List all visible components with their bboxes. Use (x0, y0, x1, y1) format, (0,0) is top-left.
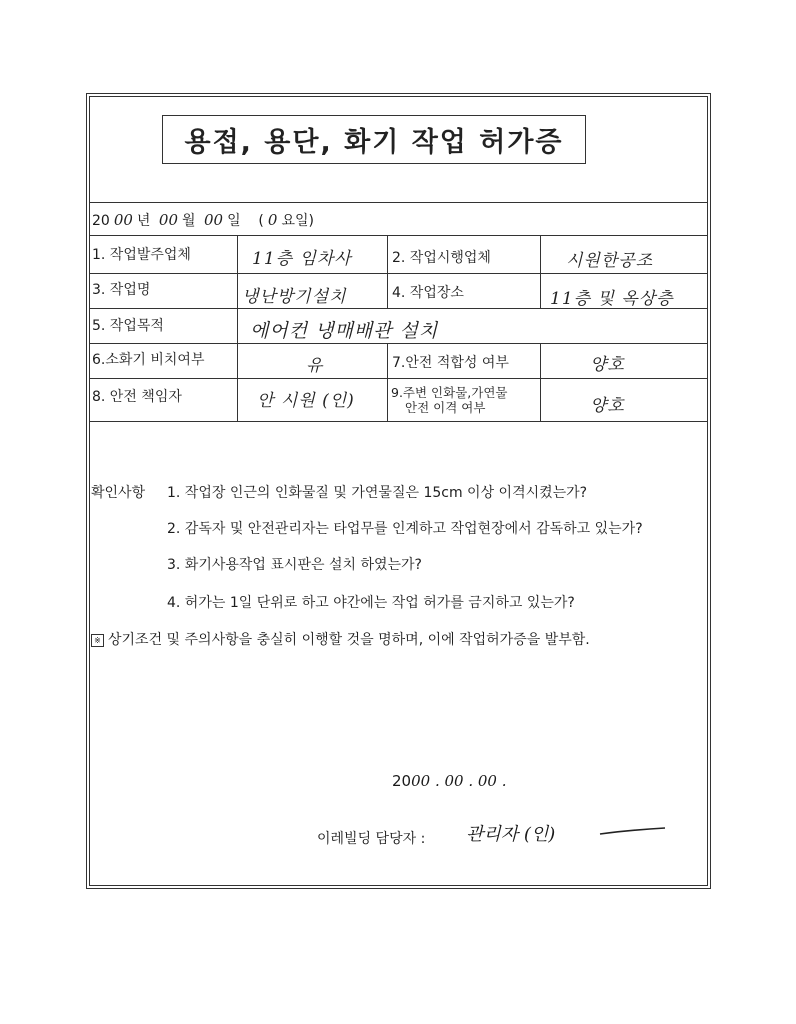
date-month-hand: 00 (158, 211, 178, 229)
table-line-top (89, 202, 708, 203)
table-col-line-3 (540, 235, 541, 308)
issue-date-prefix: 20 (392, 772, 412, 790)
work-name-label: 3. 작업명 (92, 282, 151, 298)
surroundings-label-2: 안전 이격 여부 (405, 400, 486, 415)
table-line-row3 (89, 343, 708, 344)
extinguisher-label: 6.소화기 비치여부 (92, 352, 205, 368)
check-item-3: 3. 화기사용작업 표시판은 설치 하였는가? (167, 557, 422, 573)
date-weekday-open: ( (258, 213, 264, 229)
signature-stroke-icon (560, 818, 670, 848)
manager-label: 이레빌딩 담당자 : (317, 831, 426, 847)
orderer-value: 11층 임차사 (252, 249, 352, 269)
date-day-hand: 00 (203, 211, 224, 229)
contractor-value: 시원한공조 (566, 251, 654, 271)
page-title: 용접, 용단, 화기 작업 허가증 (184, 127, 564, 158)
extinguisher-value: 유 (306, 356, 324, 376)
notice (91, 629, 590, 649)
table-line-row4 (89, 378, 708, 379)
surroundings-label-1: 9.주변 인화물,가연물 (391, 385, 508, 400)
date-year-hand: 00 (113, 211, 133, 229)
checks-heading: 확인사항 (91, 485, 146, 501)
issue-date-hand: 00 . 00 . 00 . (411, 772, 507, 790)
notice-mark-icon: ※ (91, 634, 104, 647)
table-line-row5 (89, 421, 708, 422)
purpose-value: 에어컨 냉매배관 설치 (250, 320, 439, 342)
date-day-unit: 일 (227, 213, 241, 229)
table-line-date (89, 235, 708, 236)
check-item-2: 2. 감독자 및 안전관리자는 타업무를 인계하고 작업현장에서 감독하고 있는가? (167, 521, 643, 537)
check-item-4: 4. 허가는 1일 단위로 하고 야간에는 작업 허가를 금지하고 있는가? (167, 595, 575, 611)
table-col-line-5 (540, 343, 541, 421)
purpose-label: 5. 작업목적 (92, 318, 164, 334)
table-col-line-1 (237, 235, 238, 421)
date-month-unit: 월 (182, 213, 196, 229)
date-row (92, 210, 314, 230)
safety-manager-label: 8. 안전 책임자 (92, 389, 182, 405)
surroundings-value: 양호 (590, 396, 625, 416)
date-year-unit: 년 (136, 213, 151, 229)
orderer-label: 1. 작업발주업체 (92, 247, 191, 263)
safety-fit-value: 양호 (590, 355, 625, 375)
manager-signature: 관리자 (인) (466, 824, 556, 845)
issue-date (392, 772, 507, 790)
safety-manager-value: 안 시원 (인) (257, 391, 355, 411)
date-weekday-hand: 0 (267, 211, 278, 229)
date-weekday-unit: 요일) (281, 213, 314, 229)
work-place-value: 11층 및 옥상층 (550, 289, 674, 309)
table-col-line-4 (387, 343, 388, 421)
work-place-label: 4. 작업장소 (392, 285, 464, 301)
safety-fit-label: 7.안전 적합성 여부 (392, 355, 509, 371)
check-item-1: 1. 작업장 인근의 인화물질 및 가연물질은 15cm 이상 이격시켰는가? (167, 485, 588, 501)
table-col-line-2 (387, 235, 388, 308)
notice-text: 상기조건 및 주의사항을 충실히 이행할 것을 명하며, 이에 작업허가증을 발부함. (108, 632, 590, 648)
date-year-prefix: 20 (92, 213, 110, 229)
table-line-row1 (89, 273, 708, 274)
contractor-label: 2. 작업시행업체 (392, 250, 491, 266)
work-name-value: 냉난방기설치 (242, 287, 347, 307)
